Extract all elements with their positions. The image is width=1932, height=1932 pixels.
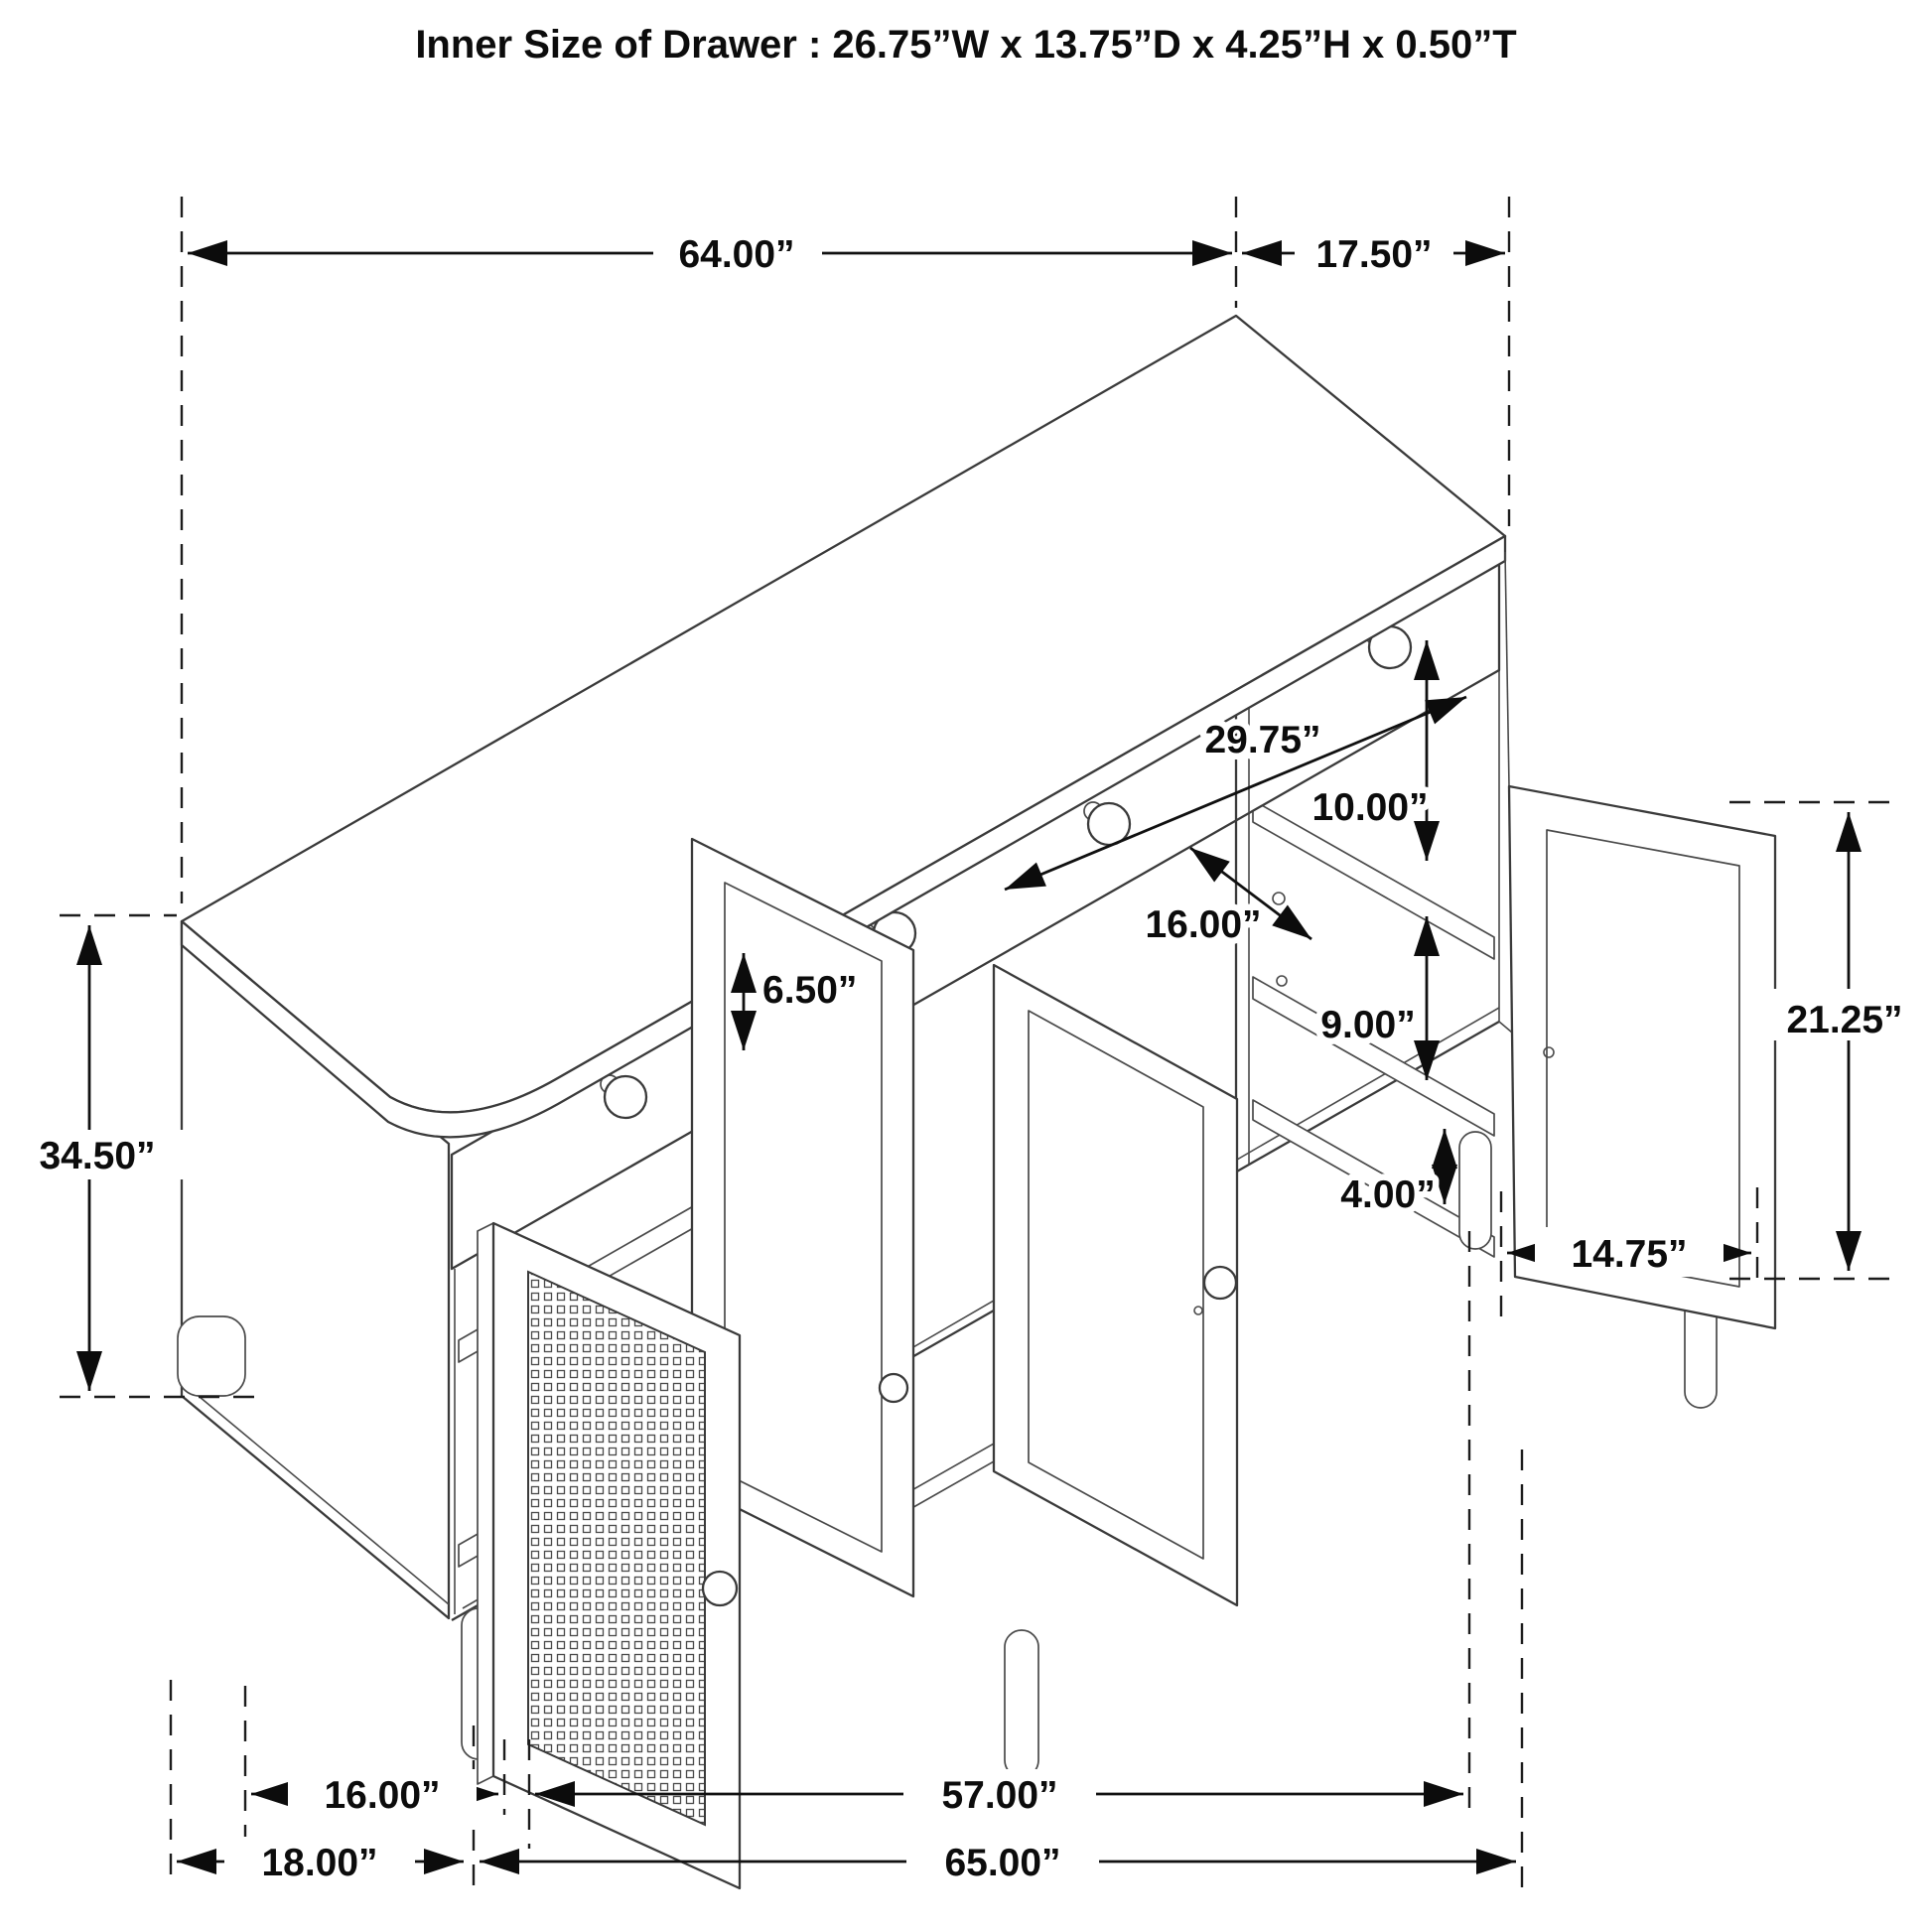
front-middle-leg <box>1005 1630 1038 1777</box>
right-middle-leg <box>1459 1132 1491 1249</box>
cabinet-drawing <box>178 316 1775 1888</box>
dim-label-leg-height: 4.00” <box>1340 1173 1436 1216</box>
back-left-foot <box>178 1316 245 1396</box>
dim-label-middle-drawer-width: 29.75” <box>1204 719 1321 761</box>
right-lower-shelf <box>1253 977 1494 1136</box>
dim-label-overall-width: 65.00” <box>944 1842 1061 1884</box>
door-knob <box>1204 1267 1236 1299</box>
right-side-door <box>1505 552 1775 1328</box>
diagram-title: Inner Size of Drawer : 26.75”W x 13.75”D x 4.25”H x 0.50”T <box>415 23 1517 67</box>
dim-label-side-overall-depth: 18.00” <box>261 1842 378 1884</box>
dim-label-upper-opening-height: 10.00” <box>1311 786 1429 829</box>
dim-label-leg-span-width: 57.00” <box>941 1774 1058 1817</box>
cane-door <box>478 1223 740 1888</box>
shelf-pin-hole <box>1273 893 1285 904</box>
door-knob <box>880 1374 907 1402</box>
dim-label-top-depth: 17.50” <box>1315 233 1433 276</box>
dim-label-shelf-depth: 16.00” <box>1145 903 1262 946</box>
dim-label-drawer-face-height: 6.50” <box>762 969 858 1012</box>
cane-mesh-panel <box>528 1272 705 1825</box>
dim-label-overall-height: 34.50” <box>39 1135 156 1177</box>
dim-label-side-door-height: 21.25” <box>1786 999 1903 1041</box>
door-knob <box>703 1572 737 1605</box>
middle-right-door <box>994 965 1237 1605</box>
shelf-pin-hole <box>1277 976 1287 986</box>
dim-label-left-section-width: 16.00” <box>324 1774 441 1817</box>
dim-label-top-width: 64.00” <box>678 233 795 276</box>
dim-label-lower-opening-height: 9.00” <box>1320 1004 1416 1046</box>
dim-label-side-door-width: 14.75” <box>1571 1233 1688 1276</box>
